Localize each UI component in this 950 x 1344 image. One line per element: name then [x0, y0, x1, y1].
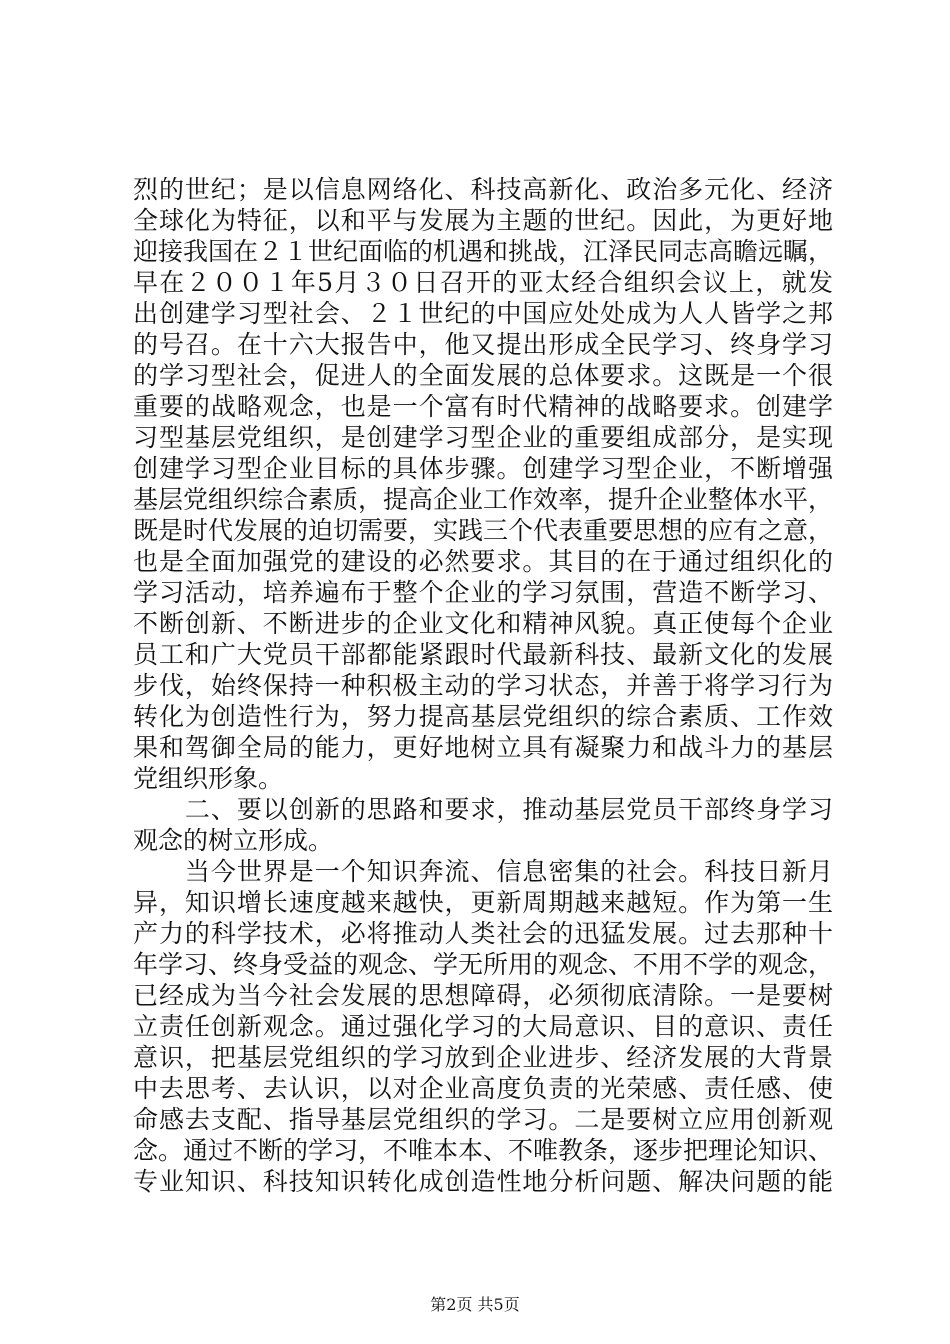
text-line: 当今世界是一个知识奔流、信息密集的社会。科技日新月 — [133, 857, 833, 886]
text-line: 习型基层党组织，是创建学习型企业的重要组成部分，是实现 — [133, 423, 833, 452]
page-footer: 第2页 共5页 — [430, 1295, 520, 1314]
text-line: 也是全面加强党的建设的必然要求。其目的在于通过组织化的 — [133, 547, 833, 576]
text-line: 专业知识、科技知识转化成创造性地分析问题、解决问题的能 — [133, 1167, 833, 1196]
text-line: 异，知识增长速度越来越快，更新周期越来越短。作为第一生 — [133, 888, 833, 917]
text-line: 已经成为当今社会发展的思想障碍，必须彻底清除。一是要树 — [133, 981, 833, 1010]
text-line: 意识，把基层党组织的学习放到企业进步、经济发展的大背景 — [133, 1043, 833, 1072]
text-line: 念。通过不断的学习，不唯本本、不唯教条，逐步把理论知识、 — [133, 1136, 833, 1165]
text-line: 党组织形象。 — [133, 764, 284, 793]
text-line: 早在２００１年5月３０日召开的亚太经合组织会议上，就发 — [133, 268, 833, 297]
text-line: 基层党组织综合素质，提高企业工作效率，提升企业整体水平， — [133, 485, 833, 514]
text-line: 员工和广大党员干部都能紧跟时代最新科技、最新文化的发展 — [133, 640, 833, 669]
text-line: 的学习型社会，促进人的全面发展的总体要求。这既是一个很 — [133, 361, 833, 390]
text-line: 全球化为特征，以和平与发展为主题的世纪。因此，为更好地 — [133, 206, 833, 235]
text-line: 果和驾御全局的能力，更好地树立具有凝聚力和战斗力的基层 — [133, 733, 833, 762]
text-line: 年学习、终身受益的观念、学无所用的观念、不用不学的观念， — [133, 950, 833, 979]
text-line: 出创建学习型社会、２１世纪的中国应处处成为人人皆学之邦 — [133, 299, 833, 328]
text-line: 产力的科学技术，必将推动人类社会的迅猛发展。过去那种十 — [133, 919, 833, 948]
text-line: 立责任创新观念。通过强化学习的大局意识、目的意识、责任 — [133, 1012, 833, 1041]
text-line: 既是时代发展的迫切需要，实践三个代表重要思想的应有之意， — [133, 516, 833, 545]
text-line: 命感去支配、指导基层党组织的学习。二是要树立应用创新观 — [133, 1105, 833, 1134]
text-line: 重要的战略观念，也是一个富有时代精神的战略要求。创建学 — [133, 392, 833, 421]
text-line: 步伐，始终保持一种积极主动的学习状态，并善于将学习行为 — [133, 671, 833, 700]
section-heading-line: 二、要以创新的思路和要求，推动基层党员干部终身学习 — [133, 795, 833, 824]
text-line: 不断创新、不断进步的企业文化和精神风貌。真正使每个企业 — [133, 609, 833, 638]
document-body — [133, 174, 833, 1197]
text-line: 转化为创造性行为，努力提高基层党组织的综合素质、工作效 — [133, 702, 833, 731]
text-line: 迎接我国在２１世纪面临的机遇和挑战，江泽民同志高瞻远瞩， — [133, 237, 833, 266]
text-line: 烈的世纪；是以信息网络化、科技高新化、政治多元化、经济 — [133, 175, 833, 204]
text-line: 创建学习型企业目标的具体步骤。创建学习型企业，不断增强 — [133, 454, 833, 483]
text-line: 中去思考、去认识，以对企业高度负责的光荣感、责任感、使 — [133, 1074, 833, 1103]
section-heading-line: 观念的树立形成。 — [133, 826, 334, 855]
text-line: 学习活动，培养遍布于整个企业的学习氛围，营造不断学习、 — [133, 578, 833, 607]
text-line: 的号召。在十六大报告中，他又提出形成全民学习、终身学习 — [133, 330, 833, 359]
